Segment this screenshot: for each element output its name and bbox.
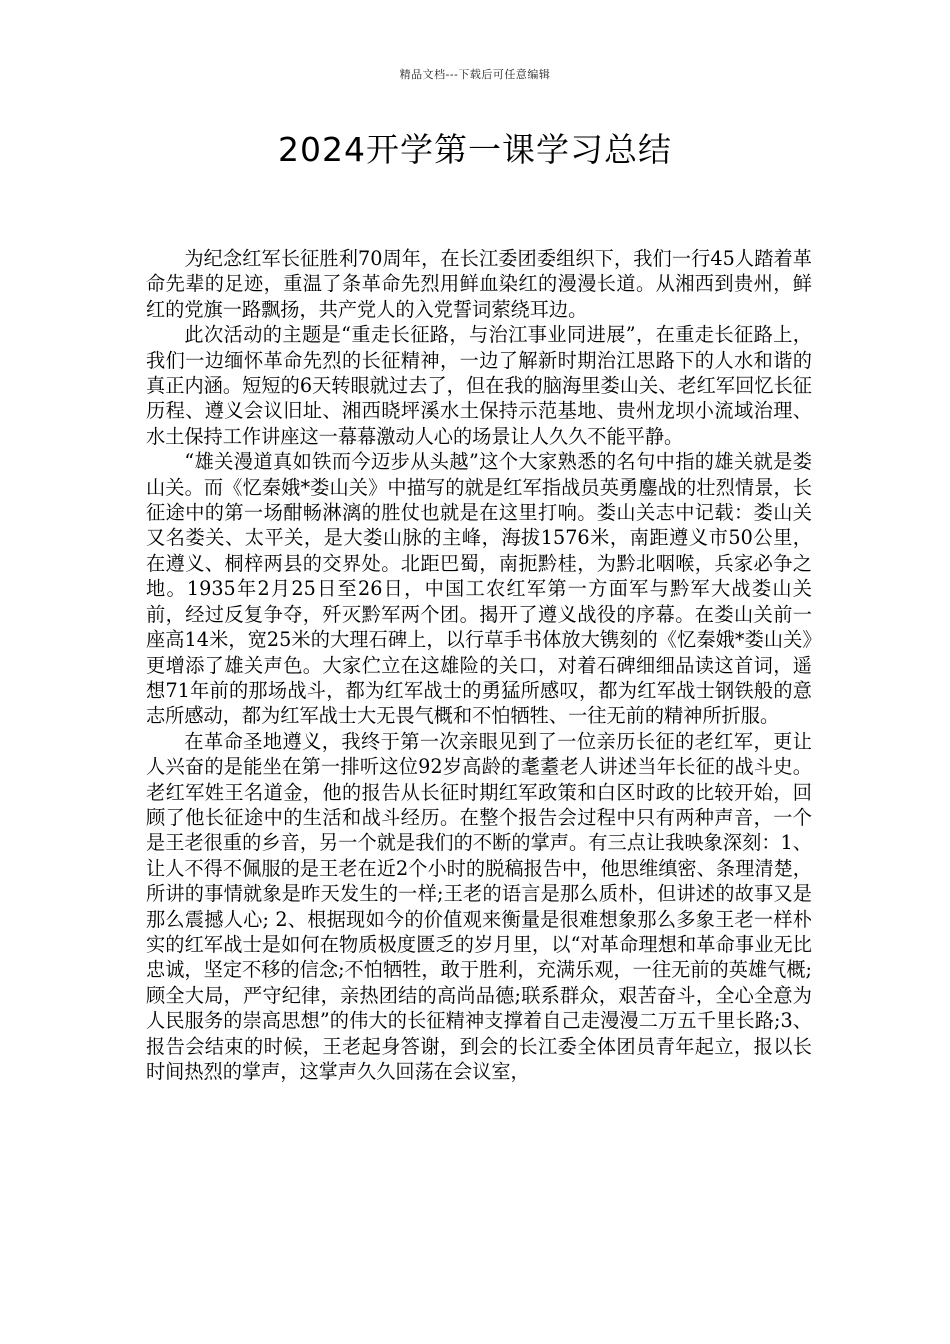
page-header: 精品文档---下载后可任意编辑 [399, 68, 551, 81]
paragraph: 在革命圣地遵义，我终于第一次亲眼见到了一位亲历长征的老红军，更让人兴奋的是能坐在第一排听这位92岁高龄的耄耋老人讲述当年长征的战斗史。老红军姓王名道金，他的报告从长征时期红军政策和白区时政的比较开始，回顾了他长征途中的生活和战斗经历。在整个报告会过程中只有两种声音，一个是王老很重的乡音，另一个就是我们的不断的掌声。有三点让我映象深刻：1、让人不得不佩服的是王老在近2个小时的脱稿报告中，他思维缜密、条理清楚，所讲的事情就象是昨天发生的一样;王老的语言是那么质朴，但讲述的故事又是那么震撼人心; 2、根据现如今的价值观来衡量是很难想象那么多象王老一样朴实的红军战士是如何在物质极度匮乏的岁月里，以“对革命理想和革命事业无比忠诚，坚定不移的信念;不怕牺牲，敢于胜利，充满乐观，一往无前的英雄气概;顾全大局，严守纪律，亲热团结的高尚品德;联系群众，艰苦奋斗，全心全意为人民服务的崇高思想”的伟大的长征精神支撑着自己走漫漫二万五千里长路;3、报告会结束的时候，王老起身答谢，到会的长江委全体团员青年起立，报以长时间热烈的掌声，这掌声久久回荡在会议室， [146, 729, 812, 1083]
paragraph: 为纪念红军长征胜利70周年，在长江委团委组织下，我们一行45人踏着革命先辈的足迹，重温了条革命先烈用鲜血染红的漫漫长道。从湘西到贵州，鲜红的党旗一路飘扬，共产党人的入党誓词萦绕耳边。 [146, 247, 812, 321]
paragraph: 此次活动的主题是“重走长征路，与治江事业同进展”，在重走长征路上，我们一边缅怀革命先烈的长征精神，一边了解新时期治江思路下的人水和谐的真正内涵。短短的6天转眼就过去了，但在我的脑海里娄山关、老红军回忆长征历程、遵义会议旧址、湘西晓坪溪水土保持示范基地、贵州龙坝小流域治理、水土保持工作讲座这一幕幕激动人心的场景让人久久不能平静。 [146, 323, 812, 448]
document-body [146, 246, 812, 1084]
paragraph: “雄关漫道真如铁而今迈步从头越”这个大家熟悉的名句中指的雄关就是娄山关。而《忆秦娥*娄山关》中描写的就是红军指战员英勇鏖战的壮烈情景，长征途中的第一场酣畅淋漓的胜仗也就是在这里打响。娄山关志中记载：娄山关又名娄关、太平关，是大娄山脉的主峰，海拔1576米，南距遵义市50公里，在遵义、桐梓两县的交界处。北距巴蜀，南扼黔桂，为黔北咽喉，兵家必争之地。1935年2月25日至26日，中国工农红军第一方面军与黔军大战娄山关前，经过反复争夺，歼灭黔军两个团。揭开了遵义战役的序幕。在娄山关前一座高14米，宽25米的大理石碑上，以行草手书体放大镌刻的《忆秦娥*娄山关》更增添了雄关声色。大家伫立在这雄险的关口，对着石碑细细品读这首词，遥想71年前的那场战斗，都为红军战士的勇猛所感叹，都为红军战士钢铁般的意志所感动，都为红军战士大无畏气概和不怕牺牲、一往无前的精神所折服。 [146, 450, 812, 728]
document-title: 2024开学第一课学习总结 [278, 130, 672, 169]
